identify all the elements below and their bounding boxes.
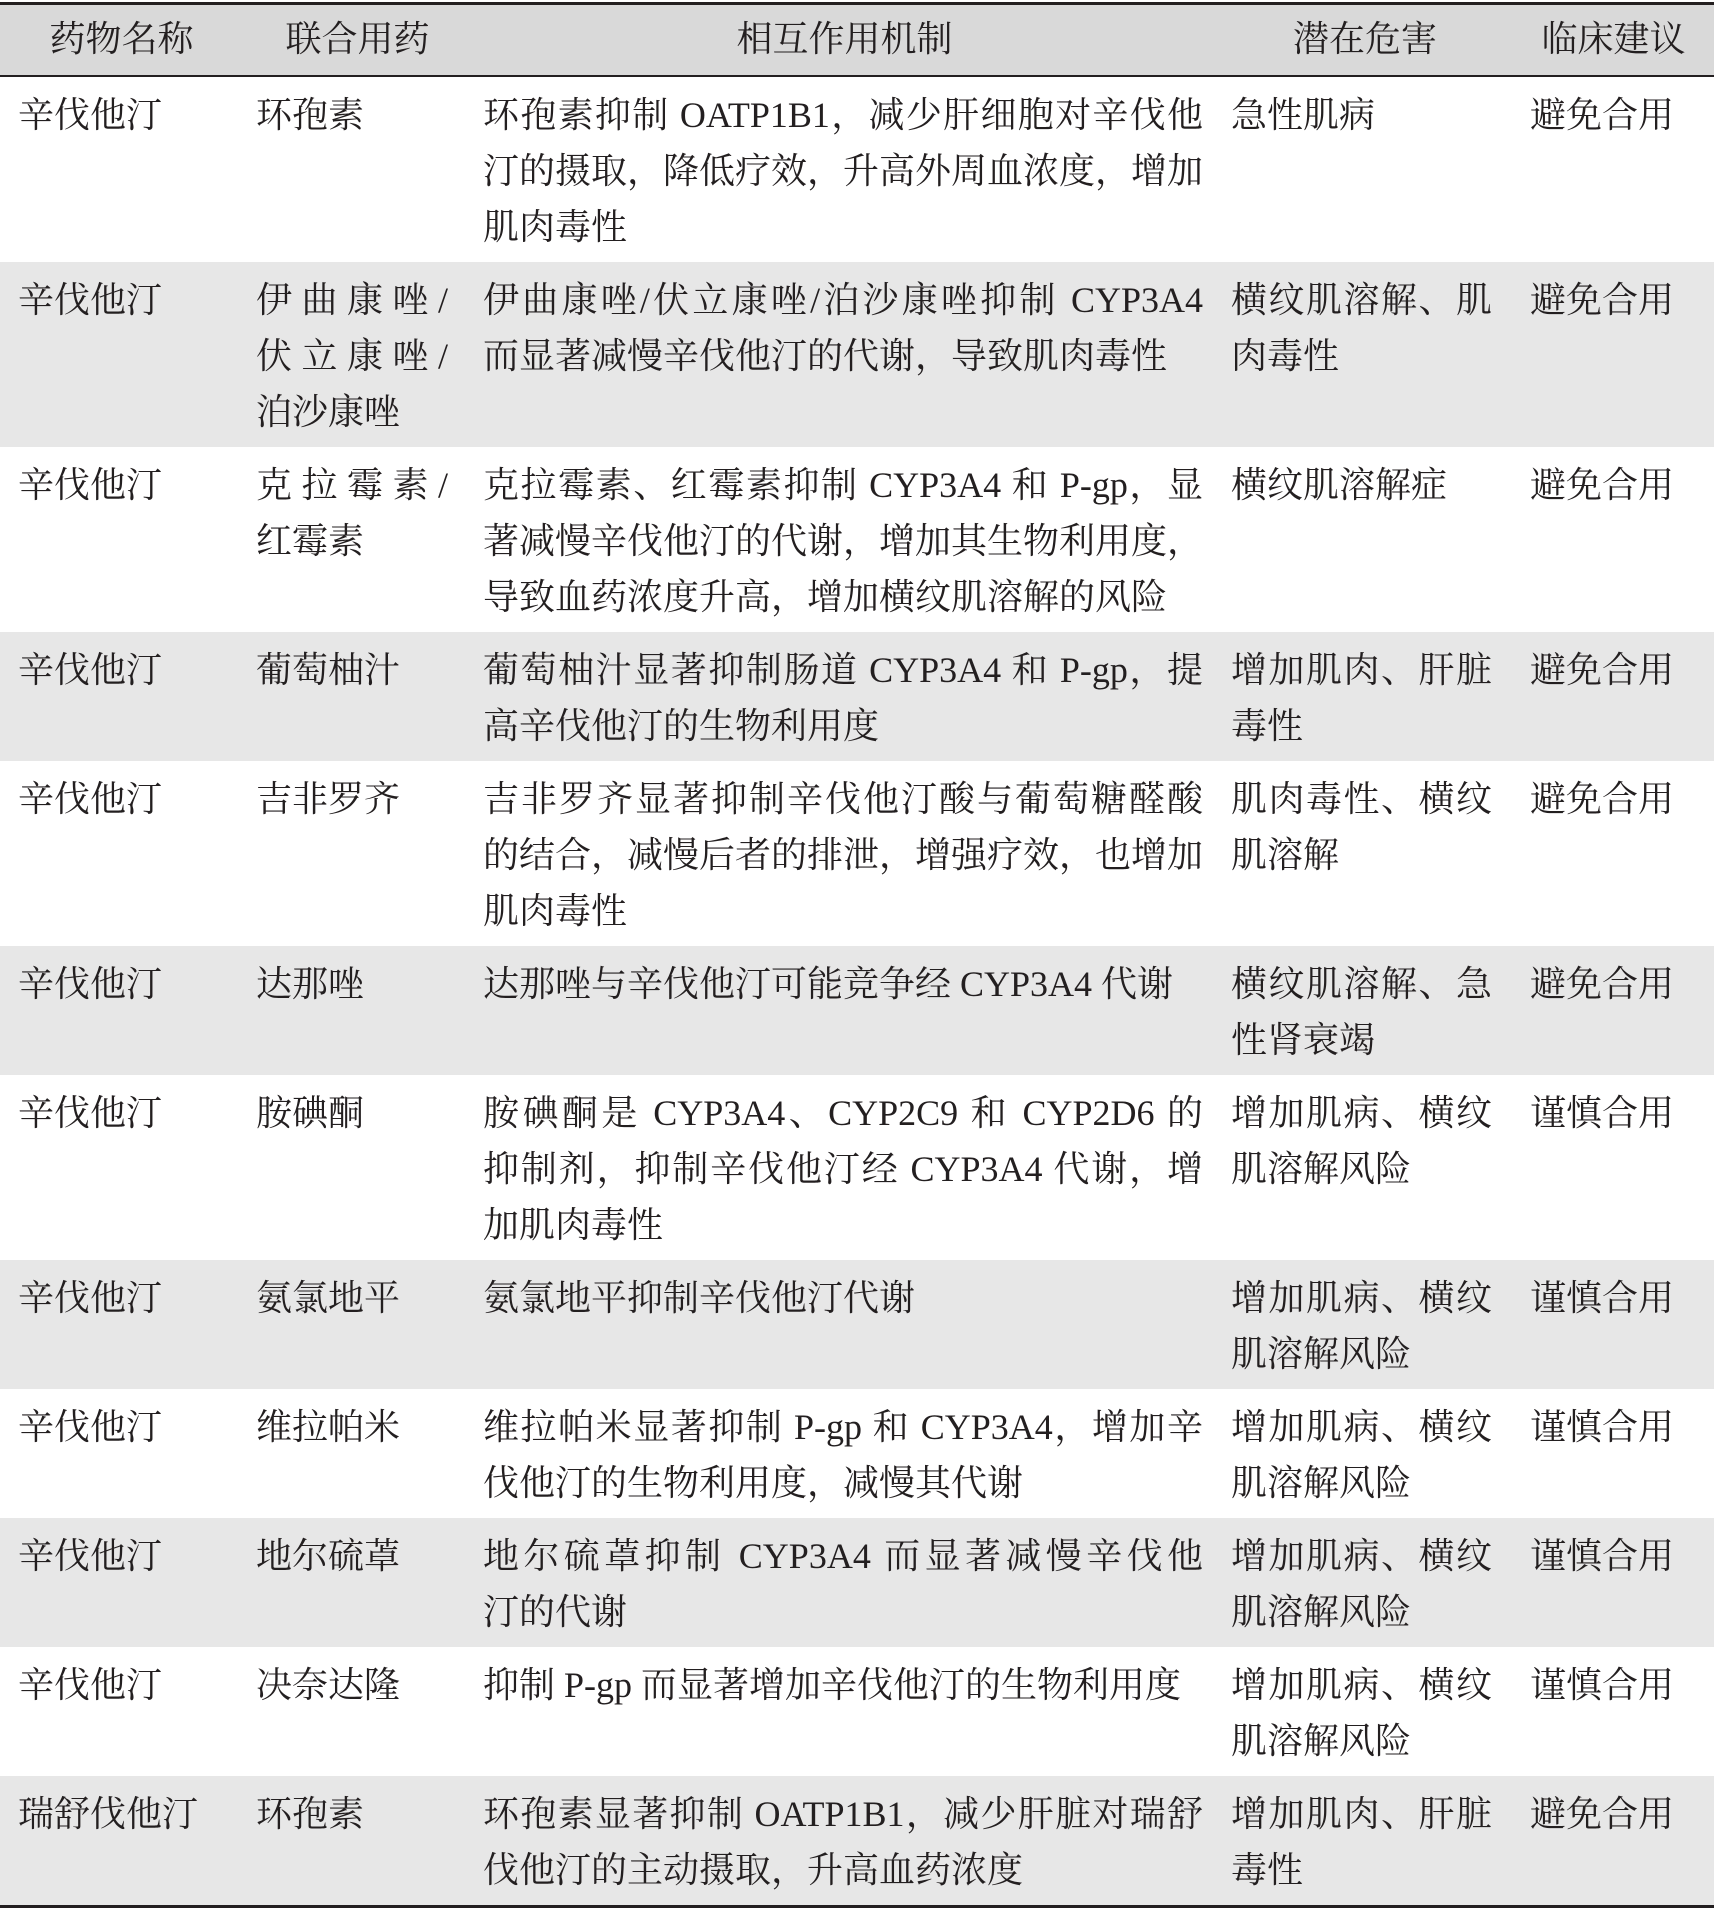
cell-potential-hazard bbox=[1217, 761, 1513, 946]
table-row bbox=[0, 1647, 1714, 1776]
cell-clinical-advice bbox=[1513, 1518, 1714, 1647]
cell-combined-drug bbox=[243, 761, 472, 946]
cell-text-line: 谨慎合用 bbox=[1530, 1407, 1675, 1447]
cell-drug-name bbox=[0, 1647, 243, 1776]
cell-text-line: 增加肌病、横纹 bbox=[1231, 1278, 1492, 1318]
table-row bbox=[0, 77, 1714, 262]
cell-text-line: 性肾衰竭 bbox=[1231, 1020, 1376, 1060]
cell-potential-hazard bbox=[1217, 77, 1513, 262]
cell-interaction-mechanism bbox=[472, 761, 1217, 946]
cell-text-line: 胺碘酮 bbox=[256, 1093, 365, 1133]
cell-text-line: 肌肉毒性 bbox=[483, 207, 628, 247]
cell-text-line: 肌溶解 bbox=[1231, 835, 1340, 875]
cell-interaction-mechanism bbox=[472, 1518, 1217, 1647]
table-row bbox=[0, 946, 1714, 1075]
cell-text-line: 辛伐他汀 bbox=[18, 1665, 163, 1705]
cell-clinical-advice bbox=[1513, 761, 1714, 946]
cell-combined-drug bbox=[243, 262, 472, 447]
cell-text-line: 吉非罗齐显著抑制辛伐他汀酸与葡萄糖醛酸 bbox=[483, 779, 1203, 819]
cell-text-line: 而显著减慢辛伐他汀的代谢，导致肌肉毒性 bbox=[483, 336, 1168, 376]
cell-text-line: 毒性 bbox=[1231, 706, 1304, 746]
cell-combined-drug bbox=[243, 632, 472, 761]
cell-text-line: 肌溶解风险 bbox=[1231, 1149, 1412, 1189]
cell-drug-name bbox=[0, 262, 243, 447]
cell-clinical-advice bbox=[1513, 1776, 1714, 1905]
cell-clinical-advice bbox=[1513, 447, 1714, 632]
cell-text-line: 红霉素 bbox=[256, 521, 365, 561]
cell-potential-hazard bbox=[1217, 1389, 1513, 1518]
cell-interaction-mechanism bbox=[472, 1776, 1217, 1905]
table-row bbox=[0, 447, 1714, 632]
table-row bbox=[0, 1518, 1714, 1647]
table-row bbox=[0, 761, 1714, 946]
table-header-row bbox=[0, 5, 1714, 77]
cell-text-line: 高辛伐他汀的生物利用度 bbox=[483, 706, 880, 746]
cell-text-line: 谨慎合用 bbox=[1530, 1093, 1675, 1133]
cell-text-line: 增加肌肉、肝脏 bbox=[1231, 1794, 1492, 1834]
cell-clinical-advice bbox=[1513, 1075, 1714, 1260]
cell-combined-drug bbox=[243, 946, 472, 1075]
cell-interaction-mechanism bbox=[472, 946, 1217, 1075]
cell-text-line: 加肌肉毒性 bbox=[483, 1205, 664, 1245]
cell-interaction-mechanism bbox=[472, 1389, 1217, 1518]
header-potential-hazard: 潜在危害 bbox=[1292, 19, 1437, 60]
cell-text-line: 谨慎合用 bbox=[1530, 1665, 1675, 1705]
cell-combined-drug bbox=[243, 1776, 472, 1905]
cell-text-line: 增加肌病、横纹 bbox=[1231, 1665, 1492, 1705]
cell-text-line: 增加肌病、横纹 bbox=[1231, 1093, 1492, 1133]
cell-text-line: 地尔硫䓬 bbox=[256, 1536, 401, 1576]
cell-interaction-mechanism bbox=[472, 632, 1217, 761]
cell-combined-drug bbox=[243, 1647, 472, 1776]
cell-clinical-advice bbox=[1513, 632, 1714, 761]
cell-potential-hazard bbox=[1217, 1518, 1513, 1647]
cell-text-line: 避免合用 bbox=[1530, 650, 1675, 690]
header-combined-drug: 联合用药 bbox=[285, 19, 430, 60]
cell-text-line: 毒性 bbox=[1231, 1850, 1304, 1890]
cell-interaction-mechanism bbox=[472, 1260, 1217, 1389]
cell-potential-hazard bbox=[1217, 447, 1513, 632]
cell-drug-name bbox=[0, 447, 243, 632]
cell-text-line: 肌溶解风险 bbox=[1231, 1721, 1412, 1761]
cell-interaction-mechanism bbox=[472, 262, 1217, 447]
cell-text-line: 抑制 P-gp 而显著增加辛伐他汀的生物利用度 bbox=[483, 1665, 1182, 1705]
cell-text-line: 辛伐他汀 bbox=[18, 1536, 163, 1576]
cell-text-line: 伊曲康唑/ bbox=[256, 280, 448, 320]
cell-text-line: 辛伐他汀 bbox=[18, 1407, 163, 1447]
cell-potential-hazard bbox=[1217, 1776, 1513, 1905]
cell-combined-drug bbox=[243, 1518, 472, 1647]
cell-combined-drug bbox=[243, 1389, 472, 1518]
cell-text-line: 谨慎合用 bbox=[1530, 1278, 1675, 1318]
table-body bbox=[0, 77, 1714, 1905]
cell-text-line: 避免合用 bbox=[1530, 280, 1675, 320]
cell-potential-hazard bbox=[1217, 632, 1513, 761]
cell-text-line: 肌溶解风险 bbox=[1231, 1334, 1412, 1374]
cell-text-line: 决奈达隆 bbox=[256, 1665, 401, 1705]
cell-combined-drug bbox=[243, 447, 472, 632]
cell-text-line: 环孢素显著抑制 OATP1B1，减少肝脏对瑞舒 bbox=[483, 1794, 1203, 1834]
cell-interaction-mechanism bbox=[472, 1647, 1217, 1776]
cell-text-line: 瑞舒伐他汀 bbox=[18, 1794, 199, 1834]
cell-text-line: 辛伐他汀 bbox=[18, 650, 163, 690]
cell-drug-name bbox=[0, 761, 243, 946]
cell-text-line: 辛伐他汀 bbox=[18, 465, 163, 505]
cell-text-line: 肌肉毒性、横纹 bbox=[1231, 779, 1492, 819]
cell-text-line: 增加肌病、横纹 bbox=[1231, 1536, 1492, 1576]
cell-text-line: 抑制剂，抑制辛伐他汀经 CYP3A4 代谢，增 bbox=[483, 1149, 1203, 1189]
cell-clinical-advice bbox=[1513, 1260, 1714, 1389]
cell-text-line: 泊沙康唑 bbox=[256, 392, 401, 432]
table-row bbox=[0, 1075, 1714, 1260]
cell-drug-name bbox=[0, 632, 243, 761]
cell-interaction-mechanism bbox=[472, 77, 1217, 262]
cell-text-line: 胺碘酮是 CYP3A4、CYP2C9 和 CYP2D6 的 bbox=[483, 1093, 1203, 1133]
cell-text-line: 辛伐他汀 bbox=[18, 95, 163, 135]
cell-text-line: 导致血药浓度升高，增加横纹肌溶解的风险 bbox=[483, 577, 1168, 617]
cell-potential-hazard bbox=[1217, 1647, 1513, 1776]
cell-drug-name bbox=[0, 1776, 243, 1905]
cell-potential-hazard bbox=[1217, 262, 1513, 447]
cell-text-line: 避免合用 bbox=[1530, 1794, 1675, 1834]
cell-interaction-mechanism bbox=[472, 1075, 1217, 1260]
cell-text-line: 横纹肌溶解、急 bbox=[1231, 964, 1492, 1004]
cell-text-line: 伏立康唑/ bbox=[256, 336, 448, 376]
cell-potential-hazard bbox=[1217, 1075, 1513, 1260]
cell-text-line: 伐他汀的主动摄取，升高血药浓度 bbox=[483, 1850, 1024, 1890]
cell-text-line: 著减慢辛伐他汀的代谢，增加其生物利用度， bbox=[483, 521, 1204, 561]
cell-text-line: 增加肌病、横纹 bbox=[1231, 1407, 1492, 1447]
cell-text-line: 横纹肌溶解症 bbox=[1231, 465, 1448, 505]
cell-drug-name bbox=[0, 1075, 243, 1260]
cell-text-line: 肉毒性 bbox=[1231, 336, 1340, 376]
cell-text-line: 克拉霉素/ bbox=[256, 465, 448, 505]
cell-text-line: 辛伐他汀 bbox=[18, 280, 163, 320]
table-row bbox=[0, 262, 1714, 447]
cell-text-line: 肌肉毒性 bbox=[483, 891, 628, 931]
drug-interaction-table bbox=[0, 2, 1714, 1908]
cell-text-line: 辛伐他汀 bbox=[18, 1278, 163, 1318]
cell-text-line: 避免合用 bbox=[1530, 964, 1675, 1004]
cell-text-line: 环孢素 bbox=[256, 95, 365, 135]
cell-text-line: 肌溶解风险 bbox=[1231, 1463, 1412, 1503]
cell-potential-hazard bbox=[1217, 946, 1513, 1075]
cell-text-line: 谨慎合用 bbox=[1530, 1536, 1675, 1576]
cell-clinical-advice bbox=[1513, 1389, 1714, 1518]
cell-interaction-mechanism bbox=[472, 447, 1217, 632]
cell-clinical-advice bbox=[1513, 262, 1714, 447]
cell-combined-drug bbox=[243, 1260, 472, 1389]
cell-text-line: 达那唑与辛伐他汀可能竞争经 CYP3A4 代谢 bbox=[483, 964, 1174, 1004]
cell-text-line: 伐他汀的生物利用度，减慢其代谢 bbox=[483, 1463, 1024, 1503]
cell-text-line: 的结合，减慢后者的排泄，增强疗效，也增加 bbox=[483, 835, 1204, 875]
cell-drug-name bbox=[0, 77, 243, 262]
cell-text-line: 避免合用 bbox=[1530, 465, 1675, 505]
cell-text-line: 辛伐他汀 bbox=[18, 964, 163, 1004]
cell-text-line: 汀的代谢 bbox=[483, 1592, 628, 1632]
cell-text-line: 伊曲康唑/伏立康唑/泊沙康唑抑制 CYP3A4 bbox=[483, 280, 1203, 320]
cell-text-line: 辛伐他汀 bbox=[18, 1093, 163, 1133]
cell-clinical-advice bbox=[1513, 1647, 1714, 1776]
cell-drug-name bbox=[0, 1518, 243, 1647]
cell-text-line: 氨氯地平 bbox=[256, 1278, 401, 1318]
table-row bbox=[0, 1260, 1714, 1389]
cell-text-line: 达那唑 bbox=[256, 964, 365, 1004]
table-row bbox=[0, 1776, 1714, 1905]
cell-text-line: 环孢素 bbox=[256, 1794, 365, 1834]
cell-combined-drug bbox=[243, 77, 472, 262]
table-row bbox=[0, 632, 1714, 761]
cell-combined-drug bbox=[243, 1075, 472, 1260]
cell-text-line: 葡萄柚汁显著抑制肠道 CYP3A4 和 P-gp，提 bbox=[483, 650, 1203, 690]
cell-text-line: 避免合用 bbox=[1530, 95, 1675, 135]
cell-text-line: 环孢素抑制 OATP1B1，减少肝细胞对辛伐他 bbox=[483, 95, 1203, 135]
cell-text-line: 汀的摄取，降低疗效，升高外周血浓度，增加 bbox=[483, 151, 1204, 191]
cell-drug-name bbox=[0, 946, 243, 1075]
header-interaction-mechanism: 相互作用机制 bbox=[736, 19, 953, 60]
cell-text-line: 维拉帕米 bbox=[256, 1407, 401, 1447]
cell-potential-hazard bbox=[1217, 1260, 1513, 1389]
cell-text-line: 氨氯地平抑制辛伐他汀代谢 bbox=[483, 1278, 916, 1318]
cell-text-line: 吉非罗齐 bbox=[256, 779, 401, 819]
cell-drug-name bbox=[0, 1389, 243, 1518]
table-row bbox=[0, 1389, 1714, 1518]
cell-text-line: 横纹肌溶解、肌 bbox=[1231, 280, 1492, 320]
cell-text-line: 维拉帕米显著抑制 P-gp 和 CYP3A4，增加辛 bbox=[483, 1407, 1203, 1447]
cell-drug-name bbox=[0, 1260, 243, 1389]
cell-text-line: 葡萄柚汁 bbox=[256, 650, 401, 690]
cell-text-line: 增加肌肉、肝脏 bbox=[1231, 650, 1492, 690]
header-drug-name: 药物名称 bbox=[49, 19, 194, 60]
cell-clinical-advice bbox=[1513, 946, 1714, 1075]
header-clinical-advice: 临床建议 bbox=[1541, 19, 1686, 60]
cell-clinical-advice bbox=[1513, 77, 1714, 262]
cell-text-line: 辛伐他汀 bbox=[18, 779, 163, 819]
cell-text-line: 克拉霉素、红霉素抑制 CYP3A4 和 P-gp，显 bbox=[483, 465, 1203, 505]
cell-text-line: 避免合用 bbox=[1530, 779, 1675, 819]
cell-text-line: 急性肌病 bbox=[1231, 95, 1376, 135]
cell-text-line: 肌溶解风险 bbox=[1231, 1592, 1412, 1632]
cell-text-line: 地尔硫䓬抑制 CYP3A4 而显著减慢辛伐他 bbox=[483, 1536, 1203, 1576]
